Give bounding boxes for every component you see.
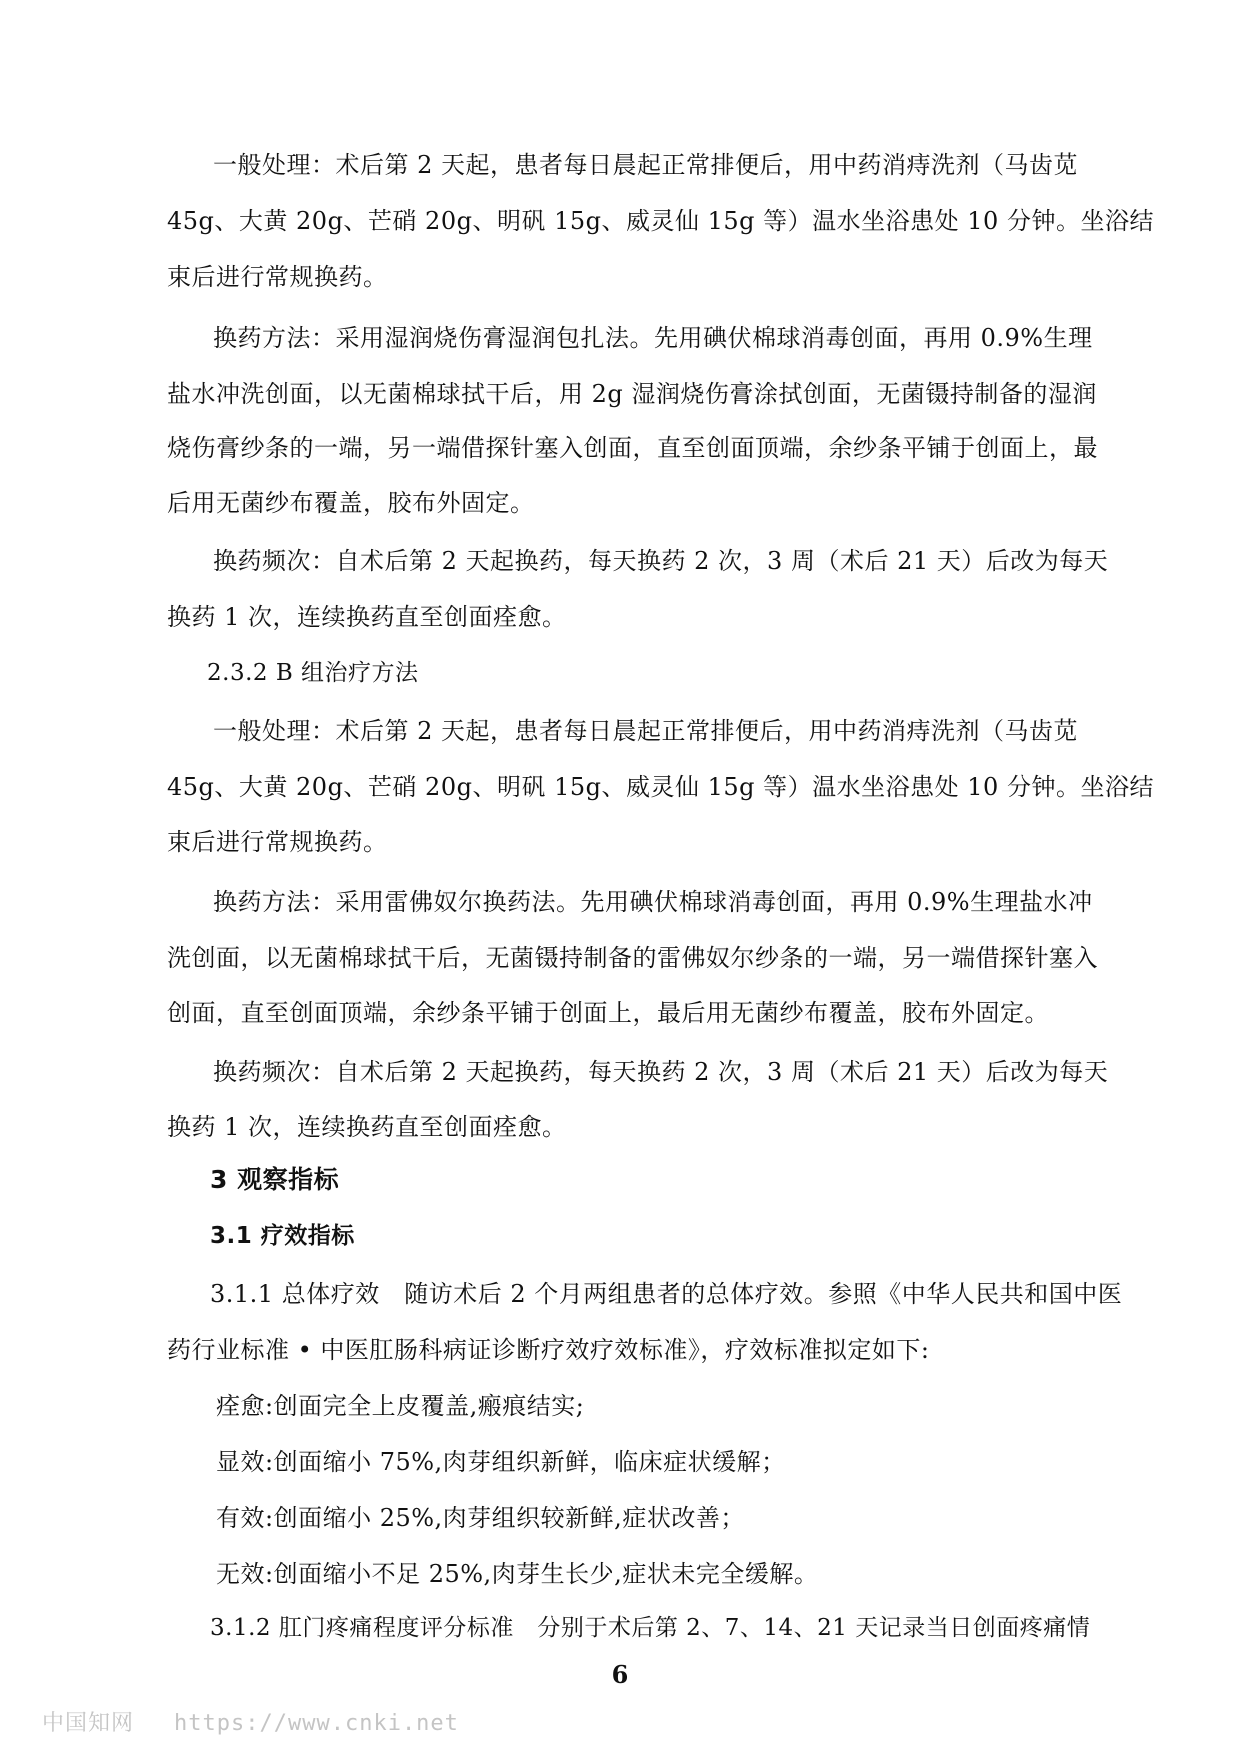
criteria-item: 痊愈:创面完全上皮覆盖,瘢痕结实;: [216, 1392, 585, 1420]
paragraph-line: 换药 1 次，连续换药直至创面痊愈。: [167, 1113, 567, 1141]
paragraph-line: 3.1.1 总体疗效 随访术后 2 个月两组患者的总体疗效。参照《中华人民共和国中医: [210, 1280, 1123, 1308]
paragraph-line: 45g、大黄 20g、芒硝 20g、明矾 15g、威灵仙 15g 等）温水坐浴患处 10 分钟。坐浴结: [167, 207, 1154, 235]
criteria-item: 有效:创面缩小 25%,肉芽组织较新鲜,症状改善；: [216, 1504, 745, 1532]
paragraph-line: 换药 1 次，连续换药直至创面痊愈。: [167, 603, 567, 631]
paragraph-line: 一般处理：术后第 2 天起，患者每日晨起正常排便后，用中药消痔洗剂（马齿苋: [213, 151, 1079, 179]
watermark-url: https://www.cnki.net: [174, 1711, 459, 1736]
paragraph-line: 一般处理：术后第 2 天起，患者每日晨起正常排便后，用中药消痔洗剂（马齿苋: [213, 717, 1079, 745]
paragraph-line: 换药方法：采用雷佛奴尔换药法。先用碘伏棉球消毒创面，再用 0.9%生理盐水冲: [213, 888, 1093, 916]
paragraph-line: 换药方法：采用湿润烧伤膏湿润包扎法。先用碘伏棉球消毒创面，再用 0.9%生理: [213, 324, 1093, 352]
paragraph-line: 后用无菌纱布覆盖，胶布外固定。: [167, 489, 535, 517]
watermark: [42, 1706, 499, 1737]
paragraph-line: 创面，直至创面顶端，余纱条平铺于创面上，最后用无菌纱布覆盖，胶布外固定。: [167, 999, 1049, 1027]
subsection-heading: 2.3.2 B 组治疗方法: [207, 660, 419, 686]
section-heading: 3 观察指标: [210, 1165, 340, 1194]
paragraph-line: 束后进行常规换药。: [167, 263, 388, 291]
paragraph-line: 盐水冲洗创面，以无菌棉球拭干后，用 2g 湿润烧伤膏涂拭创面，无菌镊持制备的湿润: [167, 380, 1097, 408]
paragraph-line: 洗创面，以无菌棉球拭干后，无菌镊持制备的雷佛奴尔纱条的一端，另一端借探针塞入: [167, 944, 1098, 972]
page-number: 6: [611, 1660, 629, 1689]
criteria-item: 显效:创面缩小 75%,肉芽组织新鲜，临床症状缓解；: [216, 1448, 786, 1476]
paragraph-line: 45g、大黄 20g、芒硝 20g、明矾 15g、威灵仙 15g 等）温水坐浴患处 10 分钟。坐浴结: [167, 773, 1154, 801]
subsection-heading: 3.1 疗效指标: [210, 1223, 355, 1249]
paragraph-line: 3.1.2 肛门疼痛程度评分标准 分别于术后第 2、7、14、21 天记录当日创面疼痛情: [210, 1615, 1091, 1641]
paragraph-line: 药行业标准 • 中医肛肠科病证诊断疗效疗效标准》，疗效标准拟定如下:: [167, 1336, 930, 1364]
paragraph-line: 换药频次：自术后第 2 天起换药，每天换药 2 次，3 周（术后 21 天）后改为每天: [213, 547, 1109, 575]
paragraph-line: 束后进行常规换药。: [167, 828, 388, 856]
watermark-site-name: 中国知网: [42, 1711, 135, 1736]
paragraph-line: 烧伤膏纱条的一端，另一端借探针塞入创面，直至创面顶端，余纱条平铺于创面上，最: [167, 434, 1098, 462]
paragraph-line: 换药频次：自术后第 2 天起换药，每天换药 2 次，3 周（术后 21 天）后改为每天: [213, 1058, 1109, 1086]
criteria-item: 无效:创面缩小不足 25%,肉芽生长少,症状未完全缓解。: [216, 1560, 819, 1588]
